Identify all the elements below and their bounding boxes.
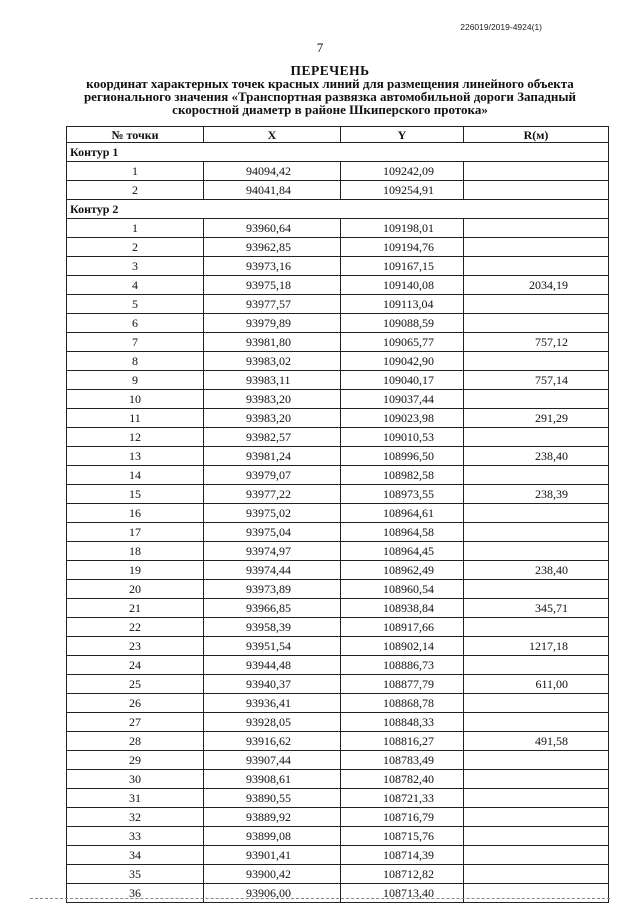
y-coordinate-cell: 109023,98 bbox=[341, 409, 464, 428]
radius-cell bbox=[464, 751, 609, 770]
table-row bbox=[67, 694, 609, 713]
table-row bbox=[67, 162, 609, 181]
table-row bbox=[67, 181, 609, 200]
coordinates-table bbox=[66, 126, 609, 903]
point-number-cell: 22 bbox=[67, 618, 204, 637]
x-coordinate-cell: 93981,80 bbox=[204, 333, 341, 352]
contour-label: Контур 2 bbox=[67, 200, 609, 219]
x-coordinate-cell: 93983,20 bbox=[204, 390, 341, 409]
y-coordinate-cell: 108996,50 bbox=[341, 447, 464, 466]
column-header-x: X bbox=[204, 127, 341, 143]
y-coordinate-cell: 108973,55 bbox=[341, 485, 464, 504]
radius-cell: 2034,19 bbox=[464, 276, 609, 295]
y-coordinate-cell: 109065,77 bbox=[341, 333, 464, 352]
table-row bbox=[67, 466, 609, 485]
y-coordinate-cell: 109242,09 bbox=[341, 162, 464, 181]
y-coordinate-cell: 108962,49 bbox=[341, 561, 464, 580]
y-coordinate-cell: 108715,76 bbox=[341, 827, 464, 846]
table-row bbox=[67, 865, 609, 884]
table-row bbox=[67, 637, 609, 656]
point-number-cell: 31 bbox=[67, 789, 204, 808]
radius-cell bbox=[464, 884, 609, 903]
point-number-cell: 9 bbox=[67, 371, 204, 390]
point-number-cell: 23 bbox=[67, 637, 204, 656]
radius-cell bbox=[464, 580, 609, 599]
page-number: 7 bbox=[316, 40, 324, 55]
x-coordinate-cell: 93944,48 bbox=[204, 656, 341, 675]
point-number-cell: 8 bbox=[67, 352, 204, 371]
x-coordinate-cell: 93940,37 bbox=[204, 675, 341, 694]
point-number-cell: 4 bbox=[67, 276, 204, 295]
y-coordinate-cell: 109194,76 bbox=[341, 238, 464, 257]
table-row bbox=[67, 884, 609, 903]
table-row bbox=[67, 333, 609, 352]
x-coordinate-cell: 93936,41 bbox=[204, 694, 341, 713]
table-row bbox=[67, 352, 609, 371]
y-coordinate-cell: 108783,49 bbox=[341, 751, 464, 770]
radius-cell bbox=[464, 770, 609, 789]
radius-cell: 291,29 bbox=[464, 409, 609, 428]
point-number-cell: 32 bbox=[67, 808, 204, 827]
y-coordinate-cell: 108917,66 bbox=[341, 618, 464, 637]
radius-cell bbox=[464, 713, 609, 732]
x-coordinate-cell: 93916,62 bbox=[204, 732, 341, 751]
x-coordinate-cell: 93907,44 bbox=[204, 751, 341, 770]
radius-cell bbox=[464, 314, 609, 333]
point-number-cell: 33 bbox=[67, 827, 204, 846]
point-number-cell: 10 bbox=[67, 390, 204, 409]
x-coordinate-cell: 93973,16 bbox=[204, 257, 341, 276]
radius-cell bbox=[464, 865, 609, 884]
x-coordinate-cell: 93960,64 bbox=[204, 219, 341, 238]
y-coordinate-cell: 108960,54 bbox=[341, 580, 464, 599]
x-coordinate-cell: 93975,18 bbox=[204, 276, 341, 295]
point-number-cell: 5 bbox=[67, 295, 204, 314]
x-coordinate-cell: 93899,08 bbox=[204, 827, 341, 846]
point-number-cell: 26 bbox=[67, 694, 204, 713]
y-coordinate-cell: 109113,04 bbox=[341, 295, 464, 314]
point-number-cell: 7 bbox=[67, 333, 204, 352]
point-number-cell: 19 bbox=[67, 561, 204, 580]
y-coordinate-cell: 108713,40 bbox=[341, 884, 464, 903]
subtitle-line-1: координат характерных точек красных линий для размещения линейного объекта bbox=[86, 76, 574, 91]
y-coordinate-cell: 109198,01 bbox=[341, 219, 464, 238]
document-number: 226019/2019-4924(1) bbox=[460, 22, 542, 32]
x-coordinate-cell: 93979,07 bbox=[204, 466, 341, 485]
y-coordinate-cell: 108964,45 bbox=[341, 542, 464, 561]
radius-cell bbox=[464, 219, 609, 238]
y-coordinate-cell: 109140,08 bbox=[341, 276, 464, 295]
page-title: ПЕРЕЧЕНЬ bbox=[290, 63, 370, 78]
table-row bbox=[67, 257, 609, 276]
x-coordinate-cell: 93977,22 bbox=[204, 485, 341, 504]
radius-cell bbox=[464, 694, 609, 713]
radius-cell: 491,58 bbox=[464, 732, 609, 751]
x-coordinate-cell: 93983,02 bbox=[204, 352, 341, 371]
point-number-cell: 18 bbox=[67, 542, 204, 561]
radius-cell: 611,00 bbox=[464, 675, 609, 694]
x-coordinate-cell: 93982,57 bbox=[204, 428, 341, 447]
radius-cell: 757,14 bbox=[464, 371, 609, 390]
table-row bbox=[67, 447, 609, 466]
x-coordinate-cell: 93966,85 bbox=[204, 599, 341, 618]
table-row bbox=[67, 390, 609, 409]
x-coordinate-cell: 93974,44 bbox=[204, 561, 341, 580]
y-coordinate-cell: 108782,40 bbox=[341, 770, 464, 789]
y-coordinate-cell: 108848,33 bbox=[341, 713, 464, 732]
subtitle-line-2: регионального значения «Транспортная развязка автомобильной дороги Западный bbox=[83, 89, 577, 104]
x-coordinate-cell: 93977,57 bbox=[204, 295, 341, 314]
x-coordinate-cell: 94041,84 bbox=[204, 181, 341, 200]
table-row bbox=[67, 409, 609, 428]
point-number-cell: 1 bbox=[67, 219, 204, 238]
column-header-radius: R(м) bbox=[464, 127, 609, 143]
y-coordinate-cell: 108712,82 bbox=[341, 865, 464, 884]
point-number-cell: 34 bbox=[67, 846, 204, 865]
point-number-cell: 1 bbox=[67, 162, 204, 181]
radius-cell: 757,12 bbox=[464, 333, 609, 352]
point-number-cell: 2 bbox=[67, 181, 204, 200]
x-coordinate-cell: 93974,97 bbox=[204, 542, 341, 561]
table-row bbox=[67, 542, 609, 561]
column-header-y: Y bbox=[341, 127, 464, 143]
x-coordinate-cell: 93890,55 bbox=[204, 789, 341, 808]
footer-divider bbox=[30, 898, 610, 899]
radius-cell bbox=[464, 846, 609, 865]
table-row bbox=[67, 656, 609, 675]
x-coordinate-cell: 93958,39 bbox=[204, 618, 341, 637]
point-number-cell: 15 bbox=[67, 485, 204, 504]
radius-cell bbox=[464, 238, 609, 257]
radius-cell bbox=[464, 656, 609, 675]
radius-cell: 238,39 bbox=[464, 485, 609, 504]
point-number-cell: 24 bbox=[67, 656, 204, 675]
y-coordinate-cell: 108721,33 bbox=[341, 789, 464, 808]
table-row bbox=[67, 827, 609, 846]
point-number-cell: 29 bbox=[67, 751, 204, 770]
point-number-cell: 27 bbox=[67, 713, 204, 732]
contour-header-row bbox=[67, 200, 609, 219]
point-number-cell: 21 bbox=[67, 599, 204, 618]
y-coordinate-cell: 109167,15 bbox=[341, 257, 464, 276]
table-body bbox=[67, 143, 609, 903]
radius-cell bbox=[464, 428, 609, 447]
point-number-cell: 28 bbox=[67, 732, 204, 751]
table-row bbox=[67, 219, 609, 238]
x-coordinate-cell: 93928,05 bbox=[204, 713, 341, 732]
table-row bbox=[67, 751, 609, 770]
column-header-point: № точки bbox=[67, 127, 204, 143]
x-coordinate-cell: 93979,89 bbox=[204, 314, 341, 333]
point-number-cell: 3 bbox=[67, 257, 204, 276]
y-coordinate-cell: 109088,59 bbox=[341, 314, 464, 333]
table-row bbox=[67, 504, 609, 523]
point-number-cell: 35 bbox=[67, 865, 204, 884]
point-number-cell: 13 bbox=[67, 447, 204, 466]
y-coordinate-cell: 108964,61 bbox=[341, 504, 464, 523]
radius-cell bbox=[464, 789, 609, 808]
table-row bbox=[67, 713, 609, 732]
radius-cell bbox=[464, 352, 609, 371]
table-row bbox=[67, 314, 609, 333]
table-row bbox=[67, 276, 609, 295]
table-row bbox=[67, 428, 609, 447]
x-coordinate-cell: 93975,02 bbox=[204, 504, 341, 523]
point-number-cell: 6 bbox=[67, 314, 204, 333]
radius-cell bbox=[464, 295, 609, 314]
table-row bbox=[67, 618, 609, 637]
table-row bbox=[67, 599, 609, 618]
heading bbox=[70, 64, 590, 116]
point-number-cell: 11 bbox=[67, 409, 204, 428]
y-coordinate-cell: 108982,58 bbox=[341, 466, 464, 485]
point-number-cell: 16 bbox=[67, 504, 204, 523]
radius-cell bbox=[464, 808, 609, 827]
y-coordinate-cell: 109010,53 bbox=[341, 428, 464, 447]
point-number-cell: 36 bbox=[67, 884, 204, 903]
table-row bbox=[67, 371, 609, 390]
contour-label: Контур 1 bbox=[67, 143, 609, 162]
x-coordinate-cell: 93901,41 bbox=[204, 846, 341, 865]
table-row bbox=[67, 523, 609, 542]
radius-cell bbox=[464, 827, 609, 846]
y-coordinate-cell: 109040,17 bbox=[341, 371, 464, 390]
y-coordinate-cell: 109254,91 bbox=[341, 181, 464, 200]
y-coordinate-cell: 108868,78 bbox=[341, 694, 464, 713]
radius-cell bbox=[464, 618, 609, 637]
y-coordinate-cell: 108714,39 bbox=[341, 846, 464, 865]
subtitle-line-3: скоростной диаметр в районе Шкиперского протока» bbox=[172, 102, 488, 117]
contour-header-row bbox=[67, 143, 609, 162]
table-row bbox=[67, 846, 609, 865]
table-header-row bbox=[67, 127, 609, 143]
table-row bbox=[67, 238, 609, 257]
radius-cell bbox=[464, 390, 609, 409]
x-coordinate-cell: 93983,11 bbox=[204, 371, 341, 390]
radius-cell bbox=[464, 257, 609, 276]
y-coordinate-cell: 108886,73 bbox=[341, 656, 464, 675]
y-coordinate-cell: 108716,79 bbox=[341, 808, 464, 827]
point-number-cell: 25 bbox=[67, 675, 204, 694]
point-number-cell: 12 bbox=[67, 428, 204, 447]
radius-cell: 345,71 bbox=[464, 599, 609, 618]
table-row bbox=[67, 295, 609, 314]
y-coordinate-cell: 108902,14 bbox=[341, 637, 464, 656]
table-row bbox=[67, 789, 609, 808]
point-number-cell: 2 bbox=[67, 238, 204, 257]
x-coordinate-cell: 93889,92 bbox=[204, 808, 341, 827]
point-number-cell: 14 bbox=[67, 466, 204, 485]
y-coordinate-cell: 108964,58 bbox=[341, 523, 464, 542]
table-row bbox=[67, 732, 609, 751]
radius-cell bbox=[464, 181, 609, 200]
table-row bbox=[67, 561, 609, 580]
x-coordinate-cell: 93906,00 bbox=[204, 884, 341, 903]
table-row bbox=[67, 580, 609, 599]
x-coordinate-cell: 93973,89 bbox=[204, 580, 341, 599]
point-number-cell: 20 bbox=[67, 580, 204, 599]
point-number-cell: 17 bbox=[67, 523, 204, 542]
y-coordinate-cell: 108877,79 bbox=[341, 675, 464, 694]
y-coordinate-cell: 109037,44 bbox=[341, 390, 464, 409]
radius-cell bbox=[464, 523, 609, 542]
x-coordinate-cell: 93962,85 bbox=[204, 238, 341, 257]
x-coordinate-cell: 93900,42 bbox=[204, 865, 341, 884]
table-row bbox=[67, 485, 609, 504]
table-row bbox=[67, 675, 609, 694]
x-coordinate-cell: 93908,61 bbox=[204, 770, 341, 789]
x-coordinate-cell: 93983,20 bbox=[204, 409, 341, 428]
point-number-cell: 30 bbox=[67, 770, 204, 789]
radius-cell bbox=[464, 162, 609, 181]
y-coordinate-cell: 108938,84 bbox=[341, 599, 464, 618]
radius-cell: 1217,18 bbox=[464, 637, 609, 656]
radius-cell bbox=[464, 542, 609, 561]
table-row bbox=[67, 808, 609, 827]
radius-cell: 238,40 bbox=[464, 561, 609, 580]
radius-cell bbox=[464, 466, 609, 485]
y-coordinate-cell: 109042,90 bbox=[341, 352, 464, 371]
x-coordinate-cell: 93981,24 bbox=[204, 447, 341, 466]
radius-cell bbox=[464, 504, 609, 523]
radius-cell: 238,40 bbox=[464, 447, 609, 466]
x-coordinate-cell: 93951,54 bbox=[204, 637, 341, 656]
table-row bbox=[67, 770, 609, 789]
x-coordinate-cell: 93975,04 bbox=[204, 523, 341, 542]
x-coordinate-cell: 94094,42 bbox=[204, 162, 341, 181]
y-coordinate-cell: 108816,27 bbox=[341, 732, 464, 751]
